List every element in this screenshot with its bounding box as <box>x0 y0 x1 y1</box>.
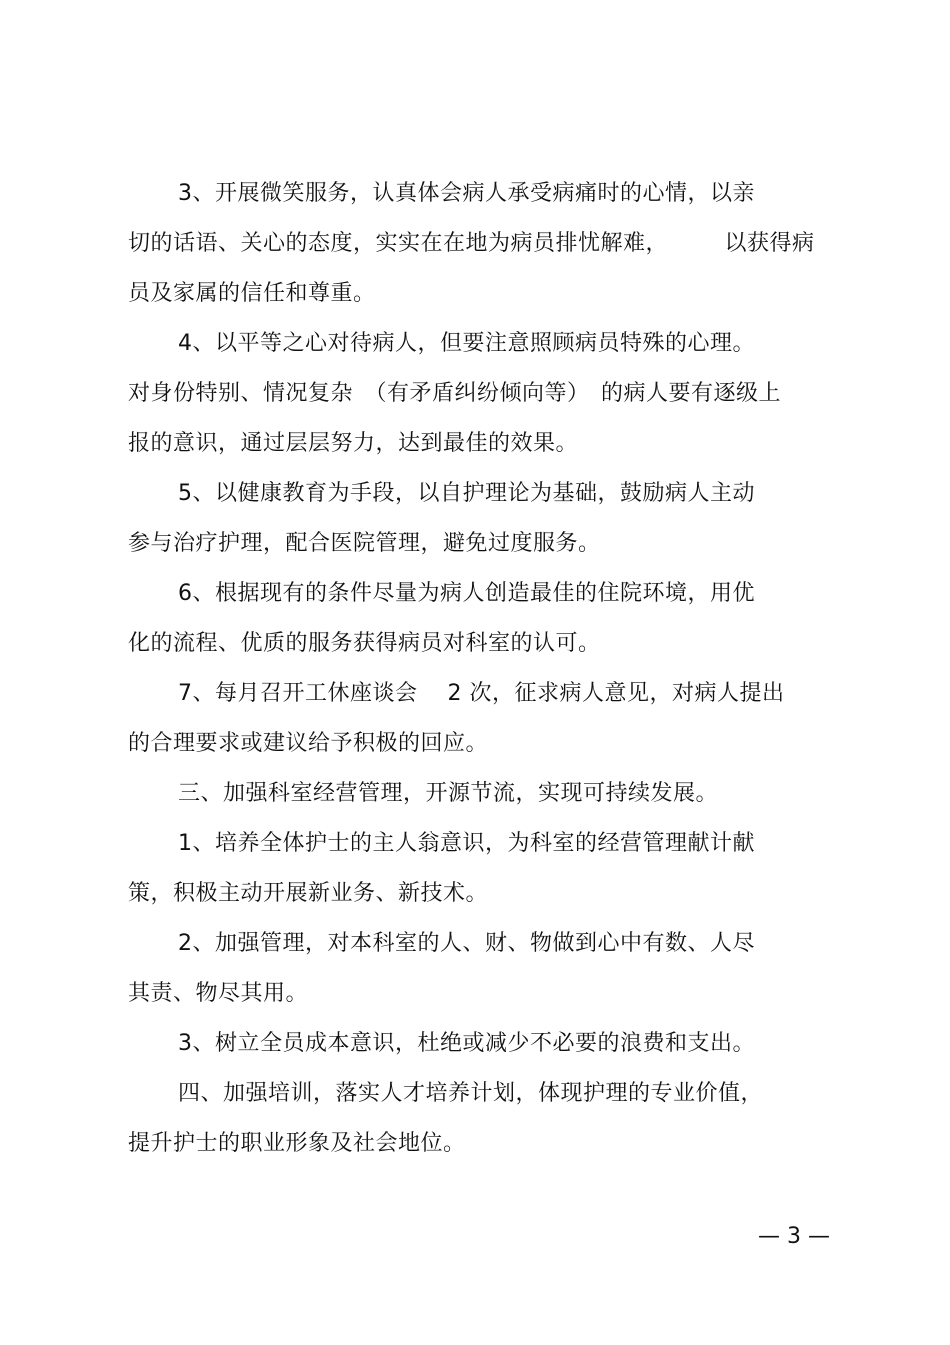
paragraph-line: 4、以平等之心对待病人，但要注意照顾病员特殊的心理。 <box>178 331 755 356</box>
paragraph-line: 报的意识，通过层层努力，达到最佳的效果。 <box>128 431 579 456</box>
paragraph-line: 1、培养全体护士的主人翁意识，为科室的经营管理献计献 <box>178 831 755 856</box>
paragraph-line: 员及家属的信任和尊重。 <box>128 281 376 306</box>
paragraph-line: 提升护士的职业形象及社会地位。 <box>128 1131 466 1156</box>
paragraph-line: 6、根据现有的条件尽量为病人创造最佳的住院环境，用优 <box>178 581 755 606</box>
section-heading: 四、加强培训，落实人才培养计划，体现护理的专业价值， <box>178 1081 764 1106</box>
paragraph-line: 切的话语、关心的态度，实实在在地为病员排忧解难， 以获得病 <box>128 231 815 256</box>
paragraph-line: 3、树立全员成本意识，杜绝或减少不必要的浪费和支出。 <box>178 1031 755 1056</box>
paragraph-line: 参与治疗护理，配合医院管理，避免过度服务。 <box>128 531 601 556</box>
paragraph-line: 3、开展微笑服务，认真体会病人承受病痛时的心情，以亲 <box>178 181 755 206</box>
paragraph-line: 2、加强管理，对本科室的人、财、物做到心中有数、人尽 <box>178 931 755 956</box>
section-heading: 三、加强科室经营管理，开源节流，实现可持续发展。 <box>178 781 719 806</box>
paragraph-line: 5、以健康教育为手段，以自护理论为基础，鼓励病人主动 <box>178 481 755 506</box>
paragraph-line: 策，积极主动开展新业务、新技术。 <box>128 881 489 906</box>
paragraph-line: 其责、物尽其用。 <box>128 981 309 1006</box>
paragraph-line: 的合理要求或建议给予积极的回应。 <box>128 731 489 756</box>
paragraph-line: 7、每月召开工休座谈会 2 次，征求病人意见，对病人提出 <box>178 681 785 706</box>
paragraph-line: 对身份特别、情况复杂 （有矛盾纠纷倾向等） 的病人要有逐级上 <box>128 381 782 406</box>
page-number: — 3 — <box>758 1224 830 1249</box>
paragraph-line: 化的流程、优质的服务获得病员对科室的认可。 <box>128 631 601 656</box>
